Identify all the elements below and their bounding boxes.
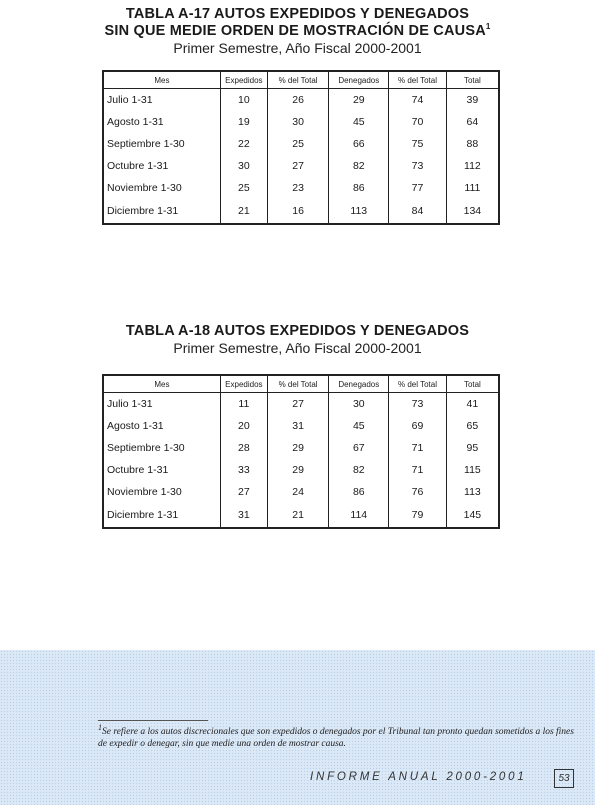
table17-title-line2-text: SIN QUE MEDIE ORDEN DE MOSTRACIÓN DE CAUSA <box>104 23 486 39</box>
value-cell: 75 <box>389 133 447 155</box>
table-row <box>103 459 499 481</box>
table18-body <box>103 393 499 529</box>
value-cell: 88 <box>446 133 499 155</box>
value-cell: 30 <box>329 393 389 416</box>
value-cell: 79 <box>389 503 447 528</box>
column-header: Total <box>446 71 499 89</box>
value-cell: 84 <box>389 199 447 224</box>
month-cell: Agosto 1-31 <box>103 111 220 133</box>
column-header: Total <box>446 375 499 393</box>
value-cell: 22 <box>220 133 267 155</box>
month-cell: Julio 1-31 <box>103 89 220 112</box>
value-cell: 145 <box>446 503 499 528</box>
month-cell: Diciembre 1-31 <box>103 503 220 528</box>
table-row <box>103 111 499 133</box>
value-cell: 39 <box>446 89 499 112</box>
footnote <box>98 722 580 750</box>
value-cell: 21 <box>220 199 267 224</box>
value-cell: 113 <box>446 481 499 503</box>
value-cell: 29 <box>267 459 329 481</box>
value-cell: 76 <box>389 481 447 503</box>
value-cell: 24 <box>267 481 329 503</box>
value-cell: 23 <box>267 177 329 199</box>
value-cell: 27 <box>220 481 267 503</box>
value-cell: 33 <box>220 459 267 481</box>
table18-subtitle: Primer Semestre, Año Fiscal 2000-2001 <box>173 340 422 356</box>
value-cell: 20 <box>220 415 267 437</box>
value-cell: 45 <box>329 111 389 133</box>
table17-title-line2 <box>0 23 595 40</box>
month-cell: Septiembre 1-30 <box>103 133 220 155</box>
footnote-marker: 1 <box>98 722 102 732</box>
value-cell: 11 <box>220 393 267 416</box>
value-cell: 134 <box>446 199 499 224</box>
value-cell: 113 <box>329 199 389 224</box>
table17 <box>102 70 500 225</box>
column-header: Mes <box>103 71 220 89</box>
table17-subtitle: Primer Semestre, Año Fiscal 2000-2001 <box>173 40 422 56</box>
value-cell: 31 <box>220 503 267 528</box>
value-cell: 30 <box>267 111 329 133</box>
table-row <box>103 393 499 416</box>
value-cell: 86 <box>329 481 389 503</box>
value-cell: 86 <box>329 177 389 199</box>
value-cell: 70 <box>389 111 447 133</box>
page-number: 53 <box>554 769 574 788</box>
table-row <box>103 437 499 459</box>
value-cell: 82 <box>329 155 389 177</box>
column-header: % del Total <box>389 375 447 393</box>
table18-header-row <box>103 375 499 393</box>
column-header: Mes <box>103 375 220 393</box>
value-cell: 114 <box>329 503 389 528</box>
value-cell: 67 <box>329 437 389 459</box>
table-row <box>103 89 499 112</box>
value-cell: 31 <box>267 415 329 437</box>
table-row <box>103 481 499 503</box>
value-cell: 45 <box>329 415 389 437</box>
month-cell: Agosto 1-31 <box>103 415 220 437</box>
value-cell: 25 <box>220 177 267 199</box>
value-cell: 19 <box>220 111 267 133</box>
value-cell: 112 <box>446 155 499 177</box>
value-cell: 77 <box>389 177 447 199</box>
value-cell: 29 <box>267 437 329 459</box>
table-row <box>103 503 499 528</box>
column-header: % del Total <box>267 71 329 89</box>
value-cell: 65 <box>446 415 499 437</box>
value-cell: 69 <box>389 415 447 437</box>
value-cell: 30 <box>220 155 267 177</box>
month-cell: Julio 1-31 <box>103 393 220 416</box>
value-cell: 115 <box>446 459 499 481</box>
value-cell: 41 <box>446 393 499 416</box>
value-cell: 111 <box>446 177 499 199</box>
table-row <box>103 155 499 177</box>
value-cell: 27 <box>267 393 329 416</box>
value-cell: 10 <box>220 89 267 112</box>
value-cell: 27 <box>267 155 329 177</box>
value-cell: 26 <box>267 89 329 112</box>
value-cell: 64 <box>446 111 499 133</box>
table18 <box>102 374 500 529</box>
value-cell: 95 <box>446 437 499 459</box>
value-cell: 74 <box>389 89 447 112</box>
column-header: Expedidos <box>220 375 267 393</box>
table17-header-row <box>103 71 499 89</box>
column-header: Expedidos <box>220 71 267 89</box>
value-cell: 16 <box>267 199 329 224</box>
column-header: Denegados <box>329 375 389 393</box>
table-row <box>103 415 499 437</box>
value-cell: 82 <box>329 459 389 481</box>
table18-heading <box>0 323 595 357</box>
table17-heading <box>0 6 595 57</box>
value-cell: 25 <box>267 133 329 155</box>
column-header: % del Total <box>267 375 329 393</box>
table18-title: TABLA A-18 AUTOS EXPEDIDOS Y DENEGADOS <box>125 323 470 339</box>
value-cell: 66 <box>329 133 389 155</box>
month-cell: Noviembre 1-30 <box>103 177 220 199</box>
table17-footnote-marker: 1 <box>485 22 491 32</box>
table-row <box>103 177 499 199</box>
value-cell: 73 <box>389 393 447 416</box>
footnote-text: Se refiere a los autos discrecionales que son expedidos o denegados por el Tribunal tan pronto quedan sometidos a los fines de expedir o denegar, sin que medie una orden de mostrar causa. <box>98 727 574 749</box>
value-cell: 71 <box>389 437 447 459</box>
table-row <box>103 199 499 224</box>
column-header: % del Total <box>389 71 447 89</box>
column-header: Denegados <box>329 71 389 89</box>
value-cell: 28 <box>220 437 267 459</box>
month-cell: Octubre 1-31 <box>103 459 220 481</box>
value-cell: 21 <box>267 503 329 528</box>
table-row <box>103 133 499 155</box>
month-cell: Octubre 1-31 <box>103 155 220 177</box>
month-cell: Septiembre 1-30 <box>103 437 220 459</box>
month-cell: Diciembre 1-31 <box>103 199 220 224</box>
value-cell: 73 <box>389 155 447 177</box>
month-cell: Noviembre 1-30 <box>103 481 220 503</box>
table17-title-line1: TABLA A-17 AUTOS EXPEDIDOS Y DENEGADOS <box>125 6 470 22</box>
footnote-rule <box>98 720 208 721</box>
value-cell: 71 <box>389 459 447 481</box>
table17-body <box>103 89 499 225</box>
value-cell: 29 <box>329 89 389 112</box>
footer-report-title: INFORME ANUAL 2000-2001 <box>310 771 527 783</box>
